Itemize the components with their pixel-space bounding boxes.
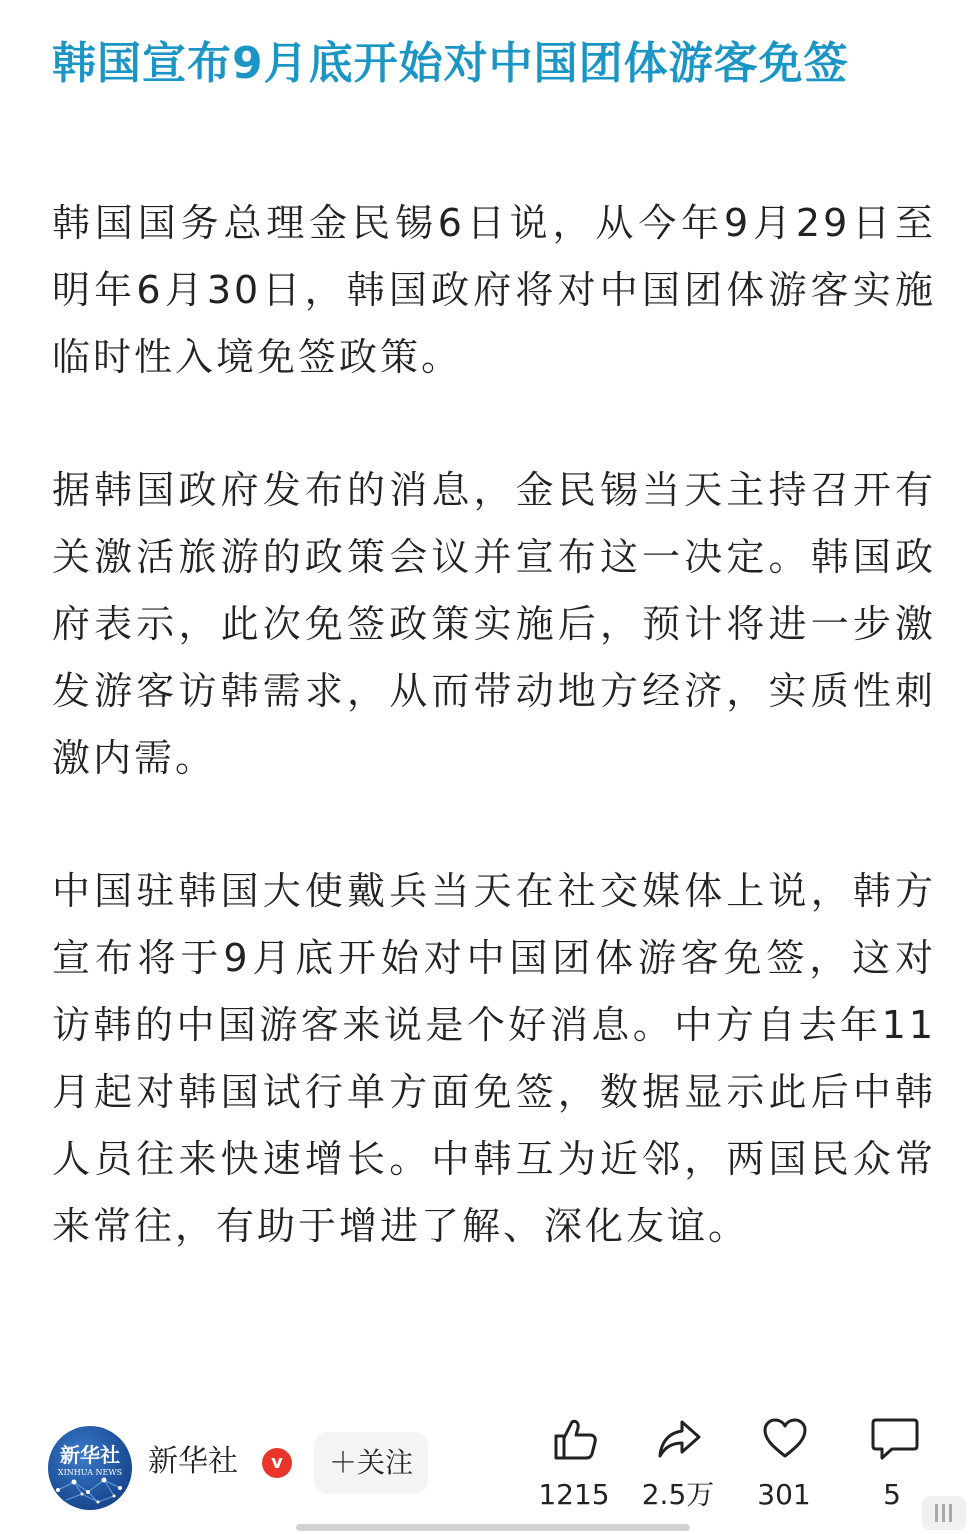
toolbar-toggle-icon[interactable] bbox=[922, 1496, 966, 1530]
comment-count: 5 bbox=[883, 1478, 901, 1511]
comment-bubble-icon bbox=[870, 1416, 920, 1462]
article-title: 韩国宣布9月底开始对中国团体游客免签 bbox=[52, 38, 849, 89]
article-paragraph-1: 韩国国务总理金民锡6日说，从今年9月29日至明年6月30日，韩国政府将对中国团体游客实施临时性入境免签政策。 bbox=[52, 201, 936, 379]
follow-button[interactable]: ＋关注 bbox=[314, 1432, 428, 1494]
like-count: 1215 bbox=[538, 1478, 610, 1511]
share-count: 2.5万 bbox=[641, 1478, 715, 1511]
share-button[interactable] bbox=[628, 1412, 728, 1512]
like-button[interactable] bbox=[524, 1412, 624, 1512]
avatar-logo-text: 新华社 bbox=[60, 1443, 120, 1467]
favorite-count: 301 bbox=[757, 1478, 811, 1511]
article bbox=[52, 36, 936, 1260]
verified-badge-icon: v bbox=[262, 1448, 292, 1478]
thumbs-up-icon bbox=[552, 1416, 598, 1462]
author-name[interactable]: 新华社 bbox=[148, 1444, 238, 1479]
favorite-button[interactable] bbox=[734, 1412, 834, 1512]
avatar-logo-subtext: XINHUA NEWS bbox=[57, 1468, 123, 1477]
author-avatar[interactable] bbox=[48, 1426, 132, 1510]
article-paragraph-2: 据韩国政府发布的消息，金民锡当天主持召开有关激活旅游的政策会议并宣布这一决定。韩国政府表示，此次免签政策实施后，预计将进一步激发游客访韩需求，从而带动地方经济，实质性刺激内需。 bbox=[52, 468, 936, 780]
share-arrow-icon bbox=[656, 1416, 702, 1462]
post-footer bbox=[0, 1408, 970, 1534]
home-indicator[interactable] bbox=[296, 1524, 690, 1531]
article-paragraph-3: 中国驻韩国大使戴兵当天在社交媒体上说，韩方宣布将于9月底开始对中国团体游客免签，这对访韩的中国游客来说是个好消息。中方自去年11月起对韩国试行单方面免签，数据显示此后中韩人员往来快速增长。中韩互为近邻，两国民众常来常往，有助于增进了解、深化友谊。 bbox=[52, 869, 936, 1248]
heart-icon bbox=[762, 1416, 808, 1462]
